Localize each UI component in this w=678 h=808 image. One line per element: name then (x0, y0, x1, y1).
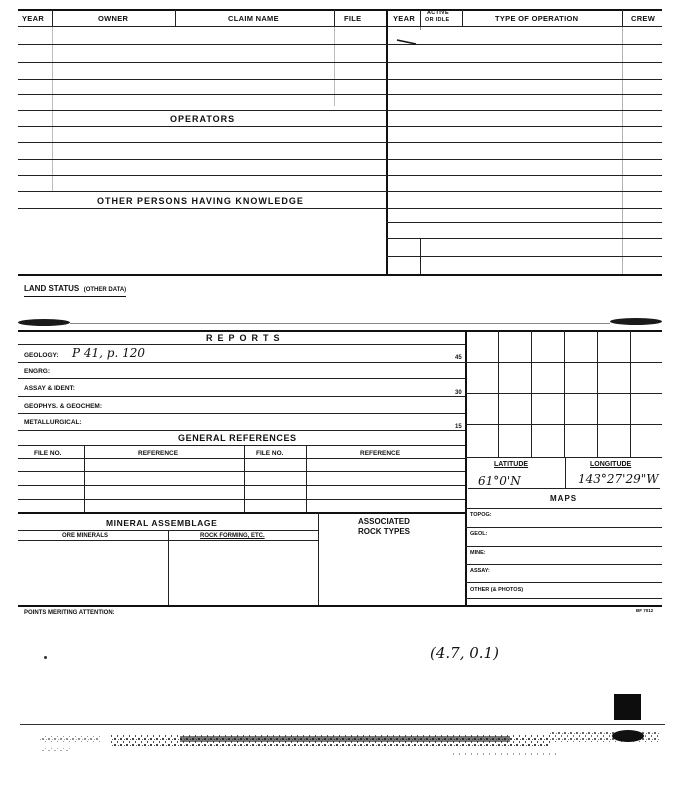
handwritten-note: (4.7, 0.1) (430, 644, 499, 662)
reports-assay-label: ASSAY & IDENT: (24, 385, 75, 392)
header-active-2: OR IDLE (425, 17, 450, 23)
reports-geology-label: GEOLOGY: (24, 352, 59, 359)
general-references-title: GENERAL REFERENCES (178, 433, 297, 443)
other-persons-label: OTHER PERSONS HAVING KNOWLEDGE (97, 196, 304, 206)
mineral-assemblage-title: MINERAL ASSEMBLAGE (106, 518, 218, 528)
rock-forming-label: ROCK FORMING, ETC. (200, 533, 265, 539)
reports-geology-value: P 41, p. 120 (72, 346, 146, 360)
points-meriting-attention: POINTS MERITING ATTENTION: (24, 610, 115, 616)
land-status-sub: (OTHER DATA) (83, 287, 127, 293)
longitude-label: LONGITUDE (590, 461, 632, 468)
reports-geology-num: 45 (455, 355, 462, 361)
ore-minerals-label: ORE MINERALS (62, 533, 109, 539)
gr-col-file-no: FILE NO. (34, 450, 62, 457)
maps-mine: MINE: (470, 550, 486, 556)
scan-smudge-right (610, 318, 662, 325)
latitude-label: LATITUDE (494, 461, 529, 468)
maps-title: MAPS (550, 494, 578, 503)
header-file: FILE (344, 14, 362, 23)
operators-label: OPERATORS (170, 114, 236, 124)
header-owner: OWNER (98, 14, 129, 23)
reports-title: REPORTS (206, 333, 285, 343)
gr-col-reference: REFERENCE (138, 450, 179, 457)
form-code: BF 7012 (636, 608, 654, 613)
reports-engrg-label: ENGRG: (24, 368, 50, 375)
land-status-label: LAND STATUS (24, 284, 80, 293)
gr-col-reference-2: REFERENCE (360, 450, 401, 457)
header-year: YEAR (22, 14, 45, 23)
reports-assay-num: 30 (455, 390, 462, 396)
maps-topog: TOPOG: (470, 512, 492, 518)
header-type-of-operation: TYPE OF OPERATION (495, 14, 579, 23)
associated-rock-types-2: ROCK TYPES (358, 527, 411, 536)
header-year-2: YEAR (393, 14, 416, 23)
maps-assay: ASSAY: (470, 568, 490, 574)
scan-noise-band (30, 726, 670, 758)
land-status-heading (24, 278, 126, 297)
longitude-value: 143°27'29"W (578, 472, 659, 486)
maps-other: OTHER (& PHOTOS) (470, 587, 524, 593)
scan-black-square (614, 694, 641, 720)
maps-geol: GEOL: (470, 531, 488, 537)
header-claim-name: CLAIM NAME (228, 14, 279, 23)
associated-rock-types-1: ASSOCIATED (358, 517, 410, 526)
gr-col-file-no-2: FILE NO. (256, 450, 284, 457)
reports-metallurgical-num: 15 (455, 424, 462, 430)
header-active-1: ACTIVE (427, 10, 449, 16)
pen-mark (396, 38, 418, 46)
scan-smudge-left (18, 319, 70, 326)
scan-speck (44, 656, 47, 659)
latitude-value: 61°0'N (478, 474, 521, 488)
reports-geophys-label: GEOPHYS. & GEOCHEM: (24, 403, 103, 410)
reports-metallurgical-label: METALLURGICAL: (24, 419, 82, 426)
header-crew: CREW (631, 14, 656, 23)
